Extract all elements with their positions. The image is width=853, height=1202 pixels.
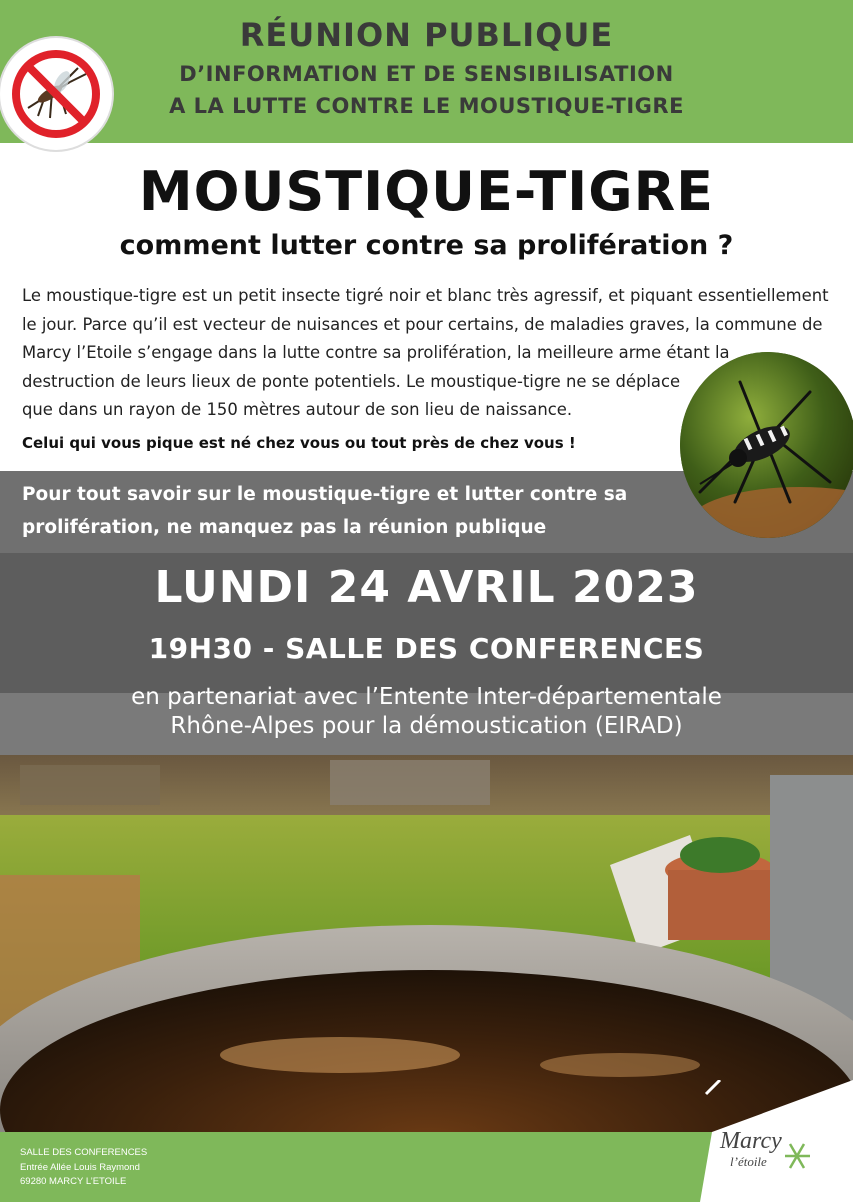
main-subtitle: comment lutter contre sa prolifération ? — [119, 230, 734, 261]
intro-line: Le moustique-tigre est un petit insecte tigré noir et blanc très agressif, et piquant essentiellement — [22, 286, 829, 305]
garden-photo — [0, 755, 853, 1132]
footer-address: 69280 MARCY L’ETOILE — [20, 1176, 127, 1187]
invite-line: prolifération, ne manquez pas la réunion publique — [22, 517, 547, 538]
marcy-logo-svg — [700, 1080, 853, 1202]
event-time-place: 19H30 - SALLE DES CONFERENCES — [148, 632, 705, 665]
marcy-letoile-logo — [700, 1080, 853, 1202]
logo-sub: l’étoile — [730, 1154, 767, 1169]
no-mosquito-icon — [0, 38, 112, 150]
mosquito-illustration — [680, 352, 853, 538]
garden-illustration — [0, 755, 853, 1132]
invite-text — [22, 478, 682, 544]
mosquito-photo — [680, 352, 853, 538]
intro-line: le jour. Parce qu’il est vecteur de nuisances et pour certains, de maladies graves, la commune de — [22, 314, 823, 334]
no-mosquito-svg — [0, 38, 112, 150]
partner-line: en partenariat avec l’Entente Inter-départementale — [131, 684, 722, 710]
header-subtitle-1: D’INFORMATION ET DE SENSIBILISATION — [179, 62, 674, 86]
partner-line: Rhône-Alpes pour la démoustication (EIRAD) — [170, 713, 683, 739]
warning-line: Celui qui vous pique est né chez vous ou tout près de chez vous ! — [22, 434, 576, 452]
header-band — [0, 0, 853, 143]
header-subtitle-2: A LA LUTTE CONTRE LE MOUSTIQUE-TIGRE — [169, 94, 684, 118]
invite-line: Pour tout savoir sur le moustique-tigre et lutter contre sa — [22, 484, 628, 505]
main-title: MOUSTIQUE-TIGRE — [138, 160, 715, 223]
intro-line: Marcy l’Etoile s’engage dans la lutte contre sa prolifération, la meilleure arme étant la — [22, 343, 730, 362]
intro-line: destruction de leurs lieux de ponte potentiels. Le moustique-tigre ne se déplace — [22, 371, 681, 391]
footer-entrance: Entrée Allée Louis Raymond — [20, 1162, 140, 1173]
event-date: LUNDI 24 AVRIL 2023 — [154, 562, 699, 613]
footer-venue: SALLE DES CONFERENCES — [20, 1147, 148, 1158]
header-title: RÉUNION PUBLIQUE — [239, 16, 614, 54]
intro-line: que dans un rayon de 150 mètres autour de son lieu de naissance. — [22, 400, 573, 419]
partner-text — [0, 683, 853, 741]
logo-name: Marcy — [720, 1128, 782, 1154]
